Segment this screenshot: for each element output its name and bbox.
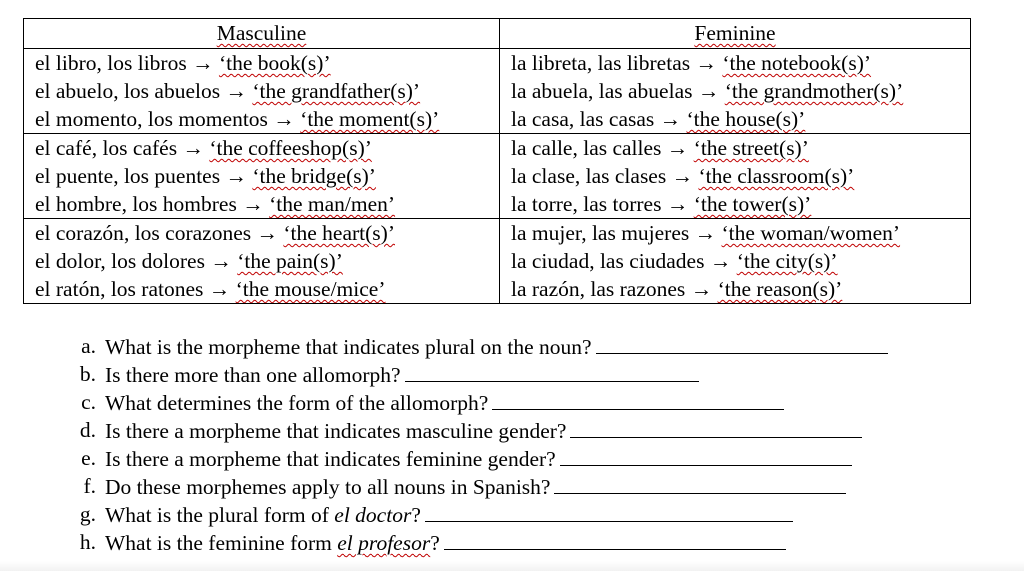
table-row xyxy=(24,219,971,304)
question-text xyxy=(105,444,852,472)
answer-blank[interactable] xyxy=(596,332,888,354)
singular-form: el café xyxy=(35,136,92,160)
answer-blank[interactable] xyxy=(405,360,699,382)
question-text xyxy=(105,388,784,416)
arrow-icon: → xyxy=(256,221,278,245)
table-row xyxy=(24,134,971,219)
feminine-entry: la abuela, las abuelas → ‘the grandmother(s)’ xyxy=(511,79,904,103)
answer-blank[interactable] xyxy=(554,472,846,494)
answer-blank[interactable] xyxy=(444,528,786,550)
feminine-entry: la clase, las clases → ‘the classroom(s)’ xyxy=(511,164,855,188)
arrow-icon: → xyxy=(694,221,717,245)
question-punct: ? xyxy=(411,503,421,527)
english-gloss: ‘the notebook(s)’ xyxy=(722,51,872,75)
plural-form: las torres xyxy=(583,192,662,216)
question-letter: f. xyxy=(83,474,96,498)
singular-form: el libro xyxy=(35,51,97,75)
arrow-icon: → xyxy=(671,164,694,188)
question-term: el doctor xyxy=(334,503,412,527)
arrow-icon: → xyxy=(690,277,713,301)
arrow-icon: → xyxy=(182,136,204,160)
question-letter: e. xyxy=(81,446,96,470)
feminine-entry: la libreta, las libretas → ‘the notebook(s)’ xyxy=(511,51,872,75)
arrow-icon: → xyxy=(666,192,689,216)
question-term: el profesor xyxy=(337,531,431,555)
plural-form: los puentes xyxy=(123,164,221,188)
feminine-cell xyxy=(500,219,971,304)
question-text xyxy=(105,360,699,388)
answer-blank[interactable] xyxy=(570,416,862,438)
question-text xyxy=(105,416,862,444)
arrow-icon: → xyxy=(192,51,214,75)
question-item xyxy=(58,444,998,472)
feminine-entry: la razón, las razones → ‘the reason(s)’ xyxy=(511,277,843,301)
question-prompt: What determines the form of the allomorph? xyxy=(105,391,489,415)
noun-table xyxy=(23,18,971,304)
plural-form: los dolores xyxy=(111,249,205,273)
english-gloss: ‘the book(s)’ xyxy=(218,51,331,75)
masculine-header: Masculine xyxy=(24,19,500,49)
question-item xyxy=(58,332,998,360)
singular-form: la libreta xyxy=(511,51,587,75)
plural-form: los abuelos xyxy=(123,79,221,103)
question-item xyxy=(58,528,998,556)
arrow-icon: → xyxy=(659,107,682,131)
question-prompt: Do these morphemes apply to all nouns in Spanish? xyxy=(105,475,551,499)
feminine-entry: la ciudad, las ciudades → ‘the city(s)’ xyxy=(511,249,838,273)
answer-blank[interactable] xyxy=(425,500,793,522)
plural-form: las libretas xyxy=(597,51,691,75)
singular-form: la torre xyxy=(511,192,573,216)
plural-form: las ciudades xyxy=(599,249,705,273)
singular-form: la ciudad xyxy=(511,249,590,273)
question-letter: g. xyxy=(79,502,96,526)
question-letter: a. xyxy=(81,334,96,358)
singular-form: la calle xyxy=(511,136,573,160)
plural-form: los ratones xyxy=(110,277,204,301)
singular-form: el corazón xyxy=(35,221,124,245)
english-gloss: ‘the bridge(s)’ xyxy=(252,164,376,188)
english-gloss: ‘the tower(s)’ xyxy=(693,192,812,216)
feminine-header: Feminine xyxy=(500,19,971,49)
english-gloss: ‘the coffeeshop(s)’ xyxy=(209,136,372,160)
arrow-icon: → xyxy=(709,249,732,273)
answer-blank[interactable] xyxy=(492,388,784,410)
masculine-entry: el abuelo, los abuelos → ‘the grandfather(s)’ xyxy=(35,79,421,103)
question-item xyxy=(58,472,998,500)
plural-form: las casas xyxy=(579,107,655,131)
plural-form: las clases xyxy=(585,164,667,188)
plural-form: las mujeres xyxy=(591,221,690,245)
feminine-entry: la mujer, las mujeres → ‘the woman/women’ xyxy=(511,221,901,245)
english-gloss: ‘the mouse/mice’ xyxy=(235,277,386,301)
english-gloss: ‘the classroom(s)’ xyxy=(698,164,855,188)
masculine-entry: el hombre, los hombres → ‘the man/men’ xyxy=(35,192,396,216)
plural-form: las calles xyxy=(583,136,662,160)
question-item xyxy=(58,388,998,416)
masculine-entry: el momento, los momentos → ‘the moment(s)’ xyxy=(35,107,440,131)
question-text xyxy=(105,528,786,556)
question-letter: b. xyxy=(79,362,96,386)
plural-form: los cafés xyxy=(102,136,178,160)
arrow-icon: → xyxy=(242,192,264,216)
masculine-entry: el dolor, los dolores → ‘the pain(s)’ xyxy=(35,249,343,273)
plural-form: las razones xyxy=(590,277,686,301)
english-gloss: ‘the grandfather(s)’ xyxy=(252,79,421,103)
page-bottom-edge xyxy=(0,561,1024,571)
question-text xyxy=(105,500,793,528)
english-gloss: ‘the pain(s)’ xyxy=(237,249,343,273)
question-prompt: What is the feminine form xyxy=(105,531,338,555)
feminine-cell xyxy=(500,134,971,219)
singular-form: la abuela xyxy=(511,79,588,103)
arrow-icon: → xyxy=(210,249,232,273)
question-item xyxy=(58,416,998,444)
english-gloss: ‘the moment(s)’ xyxy=(300,107,440,131)
english-gloss: ‘the reason(s)’ xyxy=(717,277,843,301)
singular-form: la razón xyxy=(511,277,580,301)
masculine-cell xyxy=(24,49,500,134)
masculine-entry: el libro, los libros → ‘the book(s)’ xyxy=(35,51,331,75)
question-letter: h. xyxy=(79,530,96,554)
question-list xyxy=(58,332,998,556)
arrow-icon: → xyxy=(695,51,717,75)
masculine-entry: el corazón, los corazones → ‘the heart(s)’ xyxy=(35,221,395,245)
masculine-entry: el puente, los puentes → ‘the bridge(s)’ xyxy=(35,164,376,188)
table-row xyxy=(24,49,971,134)
masculine-cell xyxy=(24,134,500,219)
question-item xyxy=(58,360,998,388)
plural-form: los momentos xyxy=(147,107,268,131)
english-gloss: ‘the heart(s)’ xyxy=(283,221,395,245)
english-gloss: ‘the grandmother(s)’ xyxy=(724,79,904,103)
singular-form: el hombre xyxy=(35,192,122,216)
question-punct: ? xyxy=(430,531,440,555)
plural-form: los hombres xyxy=(132,192,237,216)
english-gloss: ‘the house(s)’ xyxy=(686,107,806,131)
arrow-icon: → xyxy=(225,164,247,188)
singular-form: el puente xyxy=(35,164,114,188)
plural-form: los corazones xyxy=(134,221,252,245)
singular-form: la mujer xyxy=(511,221,582,245)
plural-form: las abuelas xyxy=(598,79,693,103)
table-header-row xyxy=(24,19,971,49)
english-gloss: ‘the city(s)’ xyxy=(736,249,838,273)
arrow-icon: → xyxy=(273,107,295,131)
english-gloss: ‘the street(s)’ xyxy=(693,136,809,160)
answer-blank[interactable] xyxy=(560,444,852,466)
singular-form: el momento xyxy=(35,107,138,131)
question-prompt: What is the plural form of xyxy=(105,503,335,527)
singular-form: la clase xyxy=(511,164,575,188)
question-letter: d. xyxy=(79,418,96,442)
plural-form: los libros xyxy=(107,51,187,75)
singular-form: el dolor xyxy=(35,249,101,273)
arrow-icon: → xyxy=(666,136,689,160)
masculine-entry: el ratón, los ratones → ‘the mouse/mice’ xyxy=(35,277,386,301)
singular-form: el abuelo xyxy=(35,79,114,103)
feminine-entry: la casa, las casas → ‘the house(s)’ xyxy=(511,107,806,131)
masculine-cell xyxy=(24,219,500,304)
masculine-entry: el café, los cafés → ‘the coffeeshop(s)’ xyxy=(35,136,372,160)
question-letter: c. xyxy=(81,390,96,414)
question-text xyxy=(105,472,846,500)
question-prompt: What is the morpheme that indicates plural on the noun? xyxy=(105,335,592,359)
arrow-icon: → xyxy=(697,79,720,103)
question-prompt: Is there a morpheme that indicates masculine gender? xyxy=(105,419,567,443)
singular-form: el ratón xyxy=(35,277,101,301)
english-gloss: ‘the woman/women’ xyxy=(721,221,901,245)
question-item xyxy=(58,500,998,528)
arrow-icon: → xyxy=(225,79,247,103)
feminine-cell xyxy=(500,49,971,134)
question-prompt: Is there a morpheme that indicates feminine gender? xyxy=(105,447,556,471)
question-prompt: Is there more than one allomorph? xyxy=(105,363,401,387)
singular-form: la casa xyxy=(511,107,569,131)
feminine-entry: la torre, las torres → ‘the tower(s)’ xyxy=(511,192,812,216)
arrow-icon: → xyxy=(208,277,231,301)
english-gloss: ‘the man/men’ xyxy=(269,192,396,216)
feminine-entry: la calle, las calles → ‘the street(s)’ xyxy=(511,136,809,160)
question-text xyxy=(105,332,888,360)
